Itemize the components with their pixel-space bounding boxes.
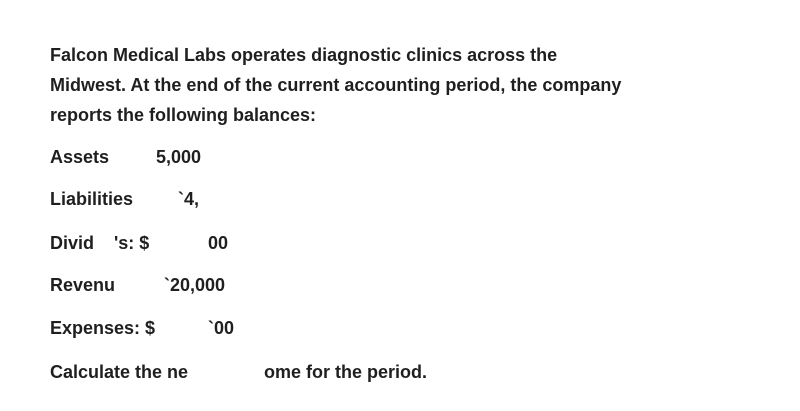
- liabilities-value: `4,: [178, 189, 200, 209]
- assets-value: 5,000: [156, 147, 202, 167]
- assets-label: Assets: [50, 147, 110, 167]
- liabilities-label: Liabilities: [50, 189, 134, 209]
- dividends-value: 00: [208, 233, 229, 253]
- dividends-label-tail: 's: $: [114, 233, 150, 253]
- expenses-value: `00: [208, 318, 235, 338]
- question-start: Calculate the ne: [50, 362, 189, 382]
- intro-line-2: Midwest. At the end of the current accounting period, the company: [50, 75, 622, 95]
- revenue-value: `20,000: [164, 275, 226, 295]
- revenue-label: Revenu: [50, 275, 116, 295]
- intro-line-1: Falcon Medical Labs operates diagnostic clinics across the: [50, 45, 558, 65]
- intro-paragraph: [50, 40, 770, 130]
- expenses-label: Expenses: $: [50, 318, 156, 338]
- intro-line-3: reports the following balances:: [50, 105, 317, 125]
- dividends-label: Divid: [50, 233, 95, 253]
- question-end: ome for the period.: [264, 362, 428, 382]
